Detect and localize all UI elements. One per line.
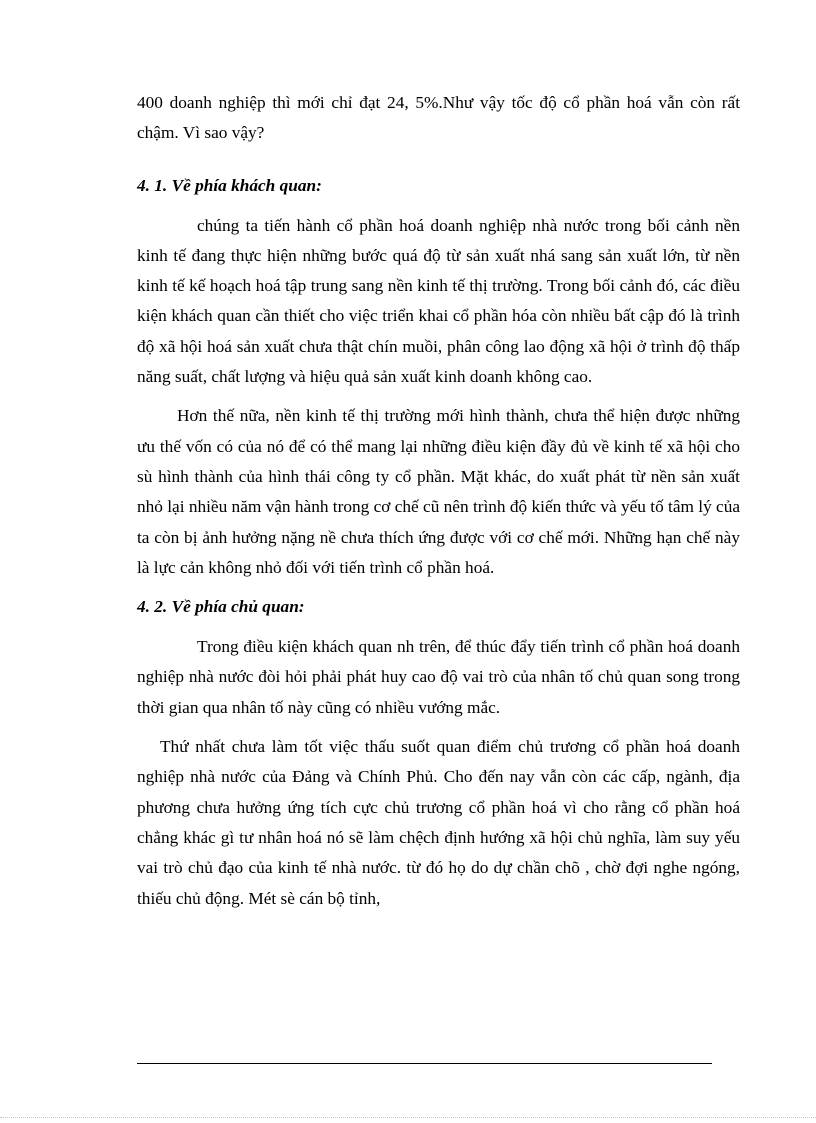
page-break-line	[0, 1117, 816, 1118]
paragraph-subjective-1: Trong điều kiện khách quan nh trên, để thúc đẩy tiến trình cổ phần hoá doanh nghiệp nhà nước đòi hỏi phải phát huy cao độ vai trò của nhân tố chủ quan song trong thời gian qua nhân tố này cũng có nhiều vướng mắc.	[137, 637, 740, 717]
intro-paragraph: 400 doanh nghiệp thì mới chỉ đạt 24, 5%.Như vậy tốc độ cổ phần hoá vẫn còn rất chậm. Vì sao vậy?	[137, 93, 740, 143]
paragraph-subjective-2: Thứ nhất chưa làm tốt việc thấu suốt quan điểm chủ trương cổ phần hoá doanh nghiệp nhà nước của Đảng và Chính Phủ. Cho đến nay vẫn còn các cấp, ngành, địa phương chưa hưởng ứng tích cực chủ trương cổ phần hoá vì cho rằng cổ phần hoá chẳng khác gì tư nhân hoá nó sẽ làm chệch định hướng xã hội chủ nghĩa, làm suy yếu vai trò chủ đạo của kinh tế nhà nước. từ đó họ do dự chần chõ , chờ đợi nghe ngóng, thiếu chủ động. Mét sè cán bộ tỉnh,	[137, 737, 740, 908]
document-body	[137, 88, 740, 914]
paragraph-objective-1: chúng ta tiến hành cổ phần hoá doanh nghiệp nhà nước trong bối cảnh nền kinh tế đang thực hiện những bước quá độ từ sản xuất nhá sang sản xuất lớn, từ nền kinh tế kế hoạch hoá tập trung sang nền kinh tế thị trường. Trong bối cảnh đó, các điều kiện khách quan cần thiết cho việc triển khai cổ phần hóa còn nhiều bất cập đó là trình độ xã hội hoá sản xuất chưa thật chín muồi, phân công lao động xã hội ở trình độ thấp năng suất, chất lượng và hiệu quả sản xuất kinh doanh không cao.	[137, 215, 740, 387]
section-heading-4-1: 4. 1. Về phía khách quan:	[137, 175, 322, 195]
section-heading-4-2: 4. 2. Về phía chủ quan:	[137, 597, 305, 617]
paragraph-objective-2: Hơn thế nữa, nền kinh tế thị trường mới hình thành, chưa thể hiện được những ưu thế vốn có của nó để có thể mang lại những điều kiện đầy đủ về kinh tế xã hội cho sù hình thành của hình thái công ty cổ phần. Mặt khác, do xuất phát từ nền sản xuất nhỏ lại nhiều năm vận hành trong cơ chế cũ nên trình độ kiến thức và yếu tố tâm lý của ta còn bị ảnh hưởng nặng nề chưa thích ứng được với cơ chế mới. Những hạn chế này là lực cản không nhỏ đối với tiến trình cổ phần hoá.	[137, 406, 741, 577]
footer-divider	[137, 1063, 712, 1064]
